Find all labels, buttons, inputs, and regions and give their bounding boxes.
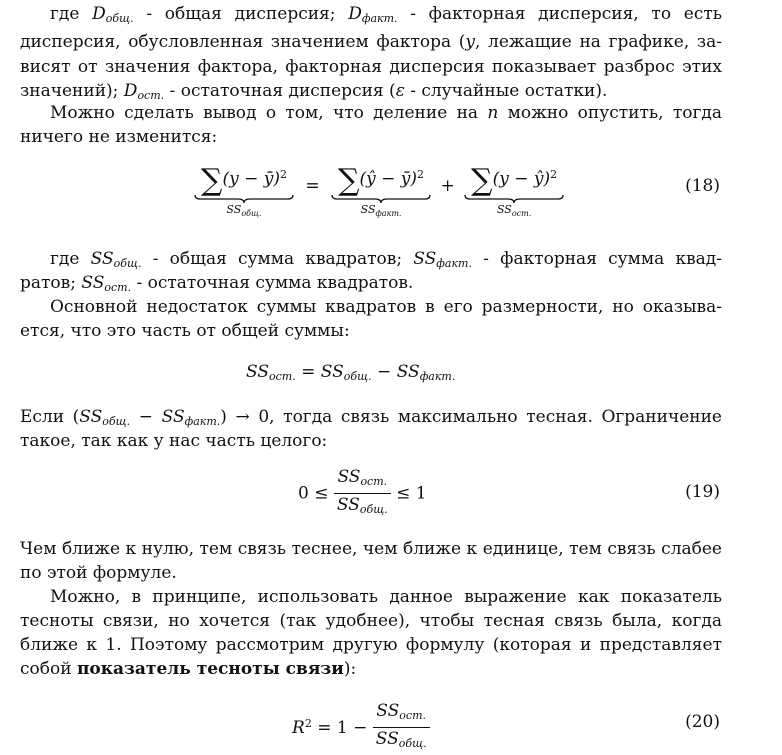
term-bold: показатель тесноты связи bbox=[76, 659, 344, 679]
equation-residual: $SS_{ост.} = SS_{общ.} - SS_{факт.}$ bbox=[246, 362, 456, 383]
equation-number: (18) bbox=[685, 176, 720, 196]
text-line: ратов; $SS_{ост.}$ - остаточная сумма квадратов. bbox=[20, 273, 414, 294]
text-line: ничего не изменится: bbox=[20, 127, 218, 147]
text-line: где $SS_{общ.}$ - общая сумма квадратов; $SS_{факт.}$ - факторная сумма квад- bbox=[50, 249, 722, 270]
text-line: такое, так как у нас часть целого: bbox=[20, 431, 328, 451]
text-line: где $D_{общ.}$ - общая дисперсия; $D_{факт.}$ - факторная дисперсия, то есть bbox=[50, 4, 722, 25]
sum-factor-group: ∑(ŷ − ȳ)$^2$ $SS_{факт.}$ bbox=[329, 168, 433, 218]
text-line: собой показатель тесноты связи): bbox=[20, 659, 357, 679]
text-line: ближе к 1. Поэтому рассмотрим другую формулу (которая и представляет bbox=[20, 635, 722, 655]
text-line: тесноты связи, но хочется (так удобнее), чтобы тесная связь была, когда bbox=[20, 611, 722, 631]
equation-20: $R^2 = 1$ − $\frac{SS_{ост.}}{SS_{общ.}}$ bbox=[292, 700, 430, 755]
text-line: дисперсия, обусловленная значением фактора (y, лежащие на графике, за- bbox=[20, 32, 722, 52]
text-line: ется, что это часть от общей суммы: bbox=[20, 321, 350, 341]
equation-19: 0 ≤ $\frac{SS_{ост.}}{SS_{общ.}}$ ≤ 1 bbox=[298, 466, 427, 521]
text-line: висят от значения фактора, факторная дисперсия показывает разброс этих bbox=[20, 57, 722, 77]
equation-number: (20) bbox=[685, 712, 720, 732]
text-line: Если $(SS_{общ.} - SS_{факт.}) \to 0$, тогда связь максимально тесная. Ограничение bbox=[20, 407, 722, 428]
sum-residual-group: ∑(y − ŷ)$^2$ $SS_{ост.}$ bbox=[462, 168, 566, 218]
text-line: Можно, в принципе, использовать данное выражение как показатель bbox=[50, 587, 722, 607]
sum-total-group: ∑(y − ȳ)$^2$ $SS_{общ.}$ bbox=[192, 168, 296, 218]
text-line: значений); $D_{ост.}$ - остаточная дисперсия (ε - случайные остатки). bbox=[20, 81, 608, 102]
equation-number: (19) bbox=[685, 482, 720, 502]
text-line: Основной недостаток суммы квадратов в его размерности, но оказыва- bbox=[50, 297, 722, 317]
equation-18: ∑(y − ȳ)$^2$ $SS_{общ.}$ = ∑(ŷ − ȳ)$^2$ $SS_{факт.}$ + ∑(y − ŷ)$^2$ $SS_{ост.}$ bbox=[192, 168, 566, 218]
text-line: Можно сделать вывод о том, что деление на n можно опустить, тогда bbox=[50, 103, 722, 123]
text-line: Чем ближе к нулю, тем связь теснее, чем ближе к единице, тем связь слабее bbox=[20, 539, 722, 559]
fraction: $\frac{SS_{ост.}}{SS_{общ.}}$ bbox=[334, 466, 391, 521]
fraction: $\frac{SS_{ост.}}{SS_{общ.}}$ bbox=[373, 700, 430, 755]
text-line: по этой формуле. bbox=[20, 563, 177, 583]
